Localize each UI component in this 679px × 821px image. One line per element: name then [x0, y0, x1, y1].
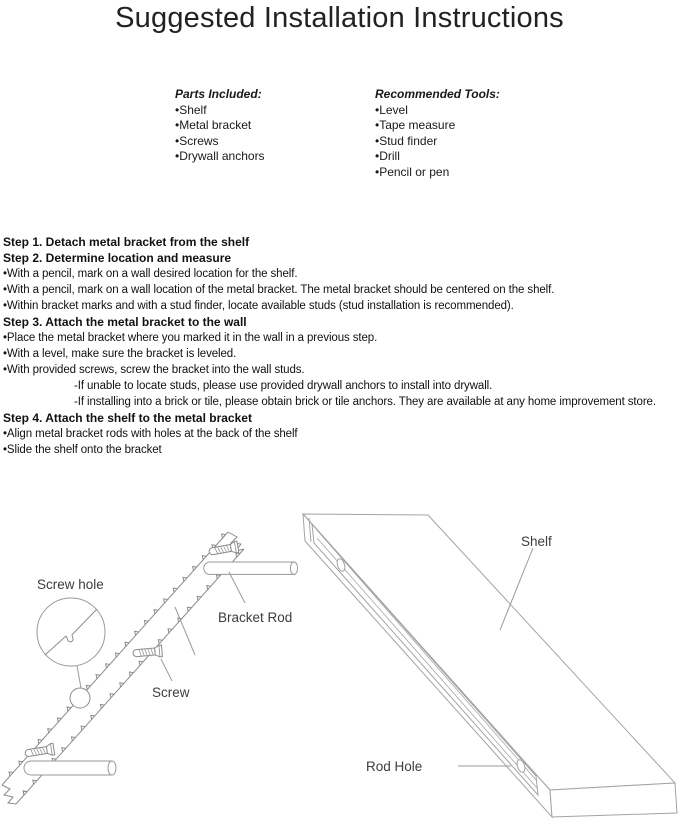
- assembly-diagram: [0, 480, 679, 821]
- bracket-bottom-end-jag: [2, 785, 16, 804]
- callout-small-circle: [70, 688, 90, 708]
- list-item: •Shelf: [175, 102, 207, 117]
- bracket-leader-line: [175, 607, 195, 655]
- step-3-heading: Step 3. Attach the metal bracket to the wall: [3, 315, 247, 329]
- bracket-rod-top: [204, 562, 298, 574]
- step-bullet: •With a level, make sure the bracket is leveled.: [3, 348, 237, 360]
- step-bullet: •Within bracket marks and with a stud finder, locate available studs (stud installation is recommended).: [3, 300, 514, 312]
- list-item: •Metal bracket: [175, 118, 252, 132]
- list-item: •Stud finder: [375, 133, 438, 148]
- recommended-tools-list: [375, 87, 500, 180]
- screw-top: [208, 541, 239, 557]
- shelf-diagram: [303, 514, 677, 817]
- step-bullet: •With a pencil, mark on a wall location of the metal bracket. The metal bracket should be centered on the shelf.: [3, 284, 555, 296]
- list-item: •Drill: [375, 149, 400, 163]
- bracket-rod-leader-line: [229, 572, 245, 603]
- parts-heading: Parts Included:: [175, 87, 262, 101]
- step-sub-bullet: -If installing into a brick or tile, please obtain brick or tile anchors. They are available at any home improvement store.: [74, 396, 656, 408]
- list-item: •Drywall anchors: [175, 149, 265, 163]
- tools-heading: Recommended Tools:: [375, 87, 500, 101]
- step-4-heading: Step 4. Attach the shelf to the metal bracket: [3, 411, 252, 425]
- screw-bottom: [24, 743, 54, 759]
- step-bullet: •Align metal bracket rods with holes at the back of the shelf: [3, 428, 298, 440]
- list-item: •Level: [375, 102, 408, 117]
- screw-leader-line: [161, 659, 172, 681]
- step-1-heading: Step 1. Detach metal bracket from the shelf: [3, 235, 250, 249]
- step-bullet: •With a pencil, mark on a wall desired location for the shelf.: [3, 268, 298, 280]
- list-item: •Screws: [175, 133, 219, 148]
- page-title: Suggested Installation Instructions: [115, 2, 564, 34]
- bracket-rod-label: Bracket Rod: [218, 610, 293, 625]
- step-sub-bullet: -If unable to locate studs, please use provided drywall anchors to install into drywall.: [74, 380, 493, 392]
- bracket-rail-upper-edge: [2, 532, 228, 785]
- list-item: •Pencil or pen: [375, 164, 450, 179]
- rod-hole-label: Rod Hole: [366, 759, 423, 774]
- step-2-heading: Step 2. Determine location and measure: [3, 251, 232, 265]
- installation-steps: [3, 234, 656, 458]
- shelf-label: Shelf: [521, 534, 552, 549]
- step-bullet: •Slide the shelf onto the bracket: [3, 444, 162, 456]
- bracket-rod-bottom: [24, 761, 116, 775]
- screw-hole-callout: [37, 598, 105, 708]
- screw-label: Screw: [152, 685, 190, 700]
- screw-hole-label: Screw hole: [37, 577, 104, 592]
- callout-connector-line: [77, 666, 81, 688]
- step-bullet: •Place the metal bracket where you marked it in the wall in a previous step.: [3, 332, 378, 344]
- list-item: •Tape measure: [375, 118, 456, 132]
- step-bullet: •With provided screws, screw the bracket into the wall studs.: [3, 364, 305, 376]
- parts-included-list: [175, 87, 265, 165]
- shelf-top-face: [303, 514, 675, 790]
- callout-magnifier-circle: [37, 598, 105, 666]
